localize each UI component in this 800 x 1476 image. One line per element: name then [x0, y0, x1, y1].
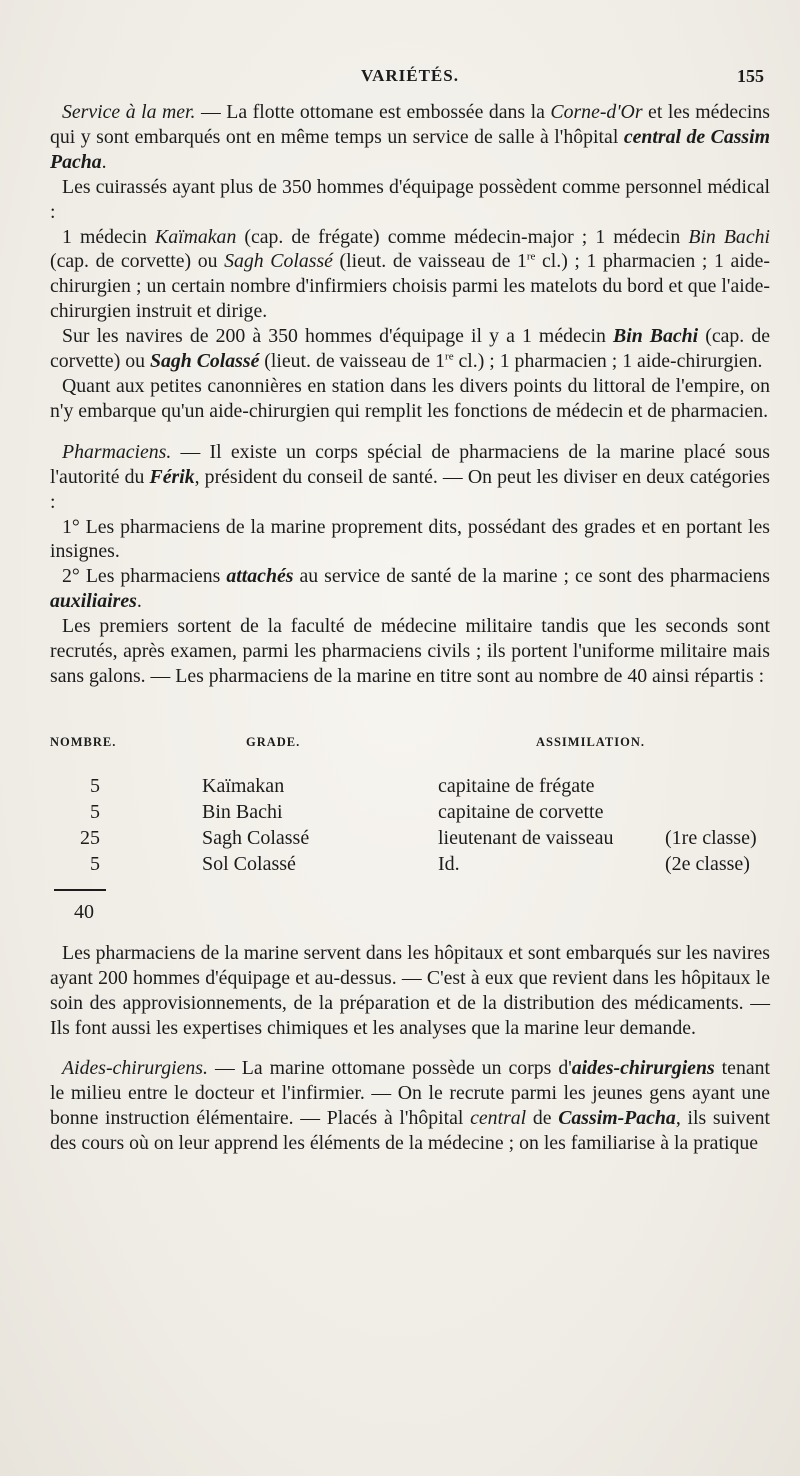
text-run: — Il existe un corps spécial de pharmaciens de la marine placé sous l'autorité du	[50, 440, 770, 488]
section-heading-aides: Aides-chirurgiens.	[62, 1057, 208, 1080]
cell-assimilation: lieutenant de vaisseau	[438, 826, 614, 849]
text-run: .	[136, 590, 142, 613]
cell-grade: Kaïmakan	[202, 774, 285, 797]
cell-grade: Bin Bachi	[202, 800, 283, 823]
text-run: (lieut. de vaisseau de 1	[259, 350, 446, 373]
rank-term: Férik	[149, 465, 195, 488]
rank-term: Bin Bachi	[613, 325, 699, 348]
paragraph-personnel-cuirasses	[50, 225, 770, 325]
text-run: 2° Les pharmaciens	[62, 565, 227, 588]
text-run: (cap. de corvette) ou	[50, 325, 770, 373]
cell-nombre: 5	[90, 800, 100, 823]
text-run: et les médecins qui y sont embarqués ont en même temps un service de salle à l'hôpital	[50, 101, 770, 148]
table-body	[50, 775, 770, 879]
paragraph-embarques: Les pharmaciens de la marine servent dans les hôpitaux et sont embarqués sur les navires ayant 200 hommes d'équipage et au-dessus. — C'est à eux que revient dans les hôpitaux le soin des approvisionnements, de la préparation et de la distribution des médicaments. — Ils font aussi les expertises chimiques et les analyses que la marine leur demande.	[50, 941, 770, 1039]
page-number: 155	[737, 66, 764, 86]
text-run: — La flotte ottomane est embossée dans la	[195, 101, 551, 123]
cell-grade: Sol Colassé	[202, 852, 296, 875]
superscript: re	[445, 350, 454, 363]
table-row	[50, 775, 770, 801]
cell-assimilation: capitaine de corvette	[438, 800, 604, 823]
hospital-name: central de Cassim Pacha	[50, 125, 770, 173]
rank-term: Sagh Colassé	[224, 250, 333, 273]
rank-term: Kaïmakan	[155, 225, 237, 248]
text-run: (cap. de corvette) ou	[50, 250, 225, 273]
emphasis: auxiliaires	[50, 590, 137, 613]
header-assimilation: ASSIMILATION.	[536, 734, 645, 749]
paragraph-premiers-seconds: Les premiers sortent de la faculté de médecine militaire tandis que les seconds sont recrutés, après examen, parmi les pharmaciens civils ; ils portent l'uniforme militaire mais sans galons. — Les pharmaciens de la marine en titre sont au nombre de 40 ainsi répartis :	[50, 615, 770, 687]
cell-nombre: 5	[90, 852, 100, 875]
header-nombre: NOMBRE.	[50, 734, 117, 749]
cell-grade: Sagh Colassé	[202, 826, 310, 849]
text-run: (cap. de frégate) comme médecin-major ; 1 médecin	[236, 225, 689, 248]
paragraph-categorie-2	[50, 564, 770, 614]
cell-assimilation: capitaine de frégate	[438, 774, 595, 797]
cell-assimilation: Id.	[438, 852, 460, 875]
section-heading-service-mer: Service à la mer.	[62, 101, 196, 123]
text-run: au service de santé de la marine ; ce sont des pharmaciens	[293, 565, 770, 588]
paragraph-categorie-1: 1° Les pharmaciens de la marine proprement dits, possédant des grades et en portant les insignes.	[50, 515, 770, 563]
emphasis: central	[470, 1107, 527, 1130]
emphasis: attachés	[226, 565, 294, 588]
paragraph-service-mer	[50, 100, 770, 175]
paragraph-canonnieres: Quant aux petites canonnières en station dans les divers points du littoral de l'empire, on n'y embarque qu'un aide-chirurgien qui remplit les fonctions de médecin et de pharmacien.	[50, 374, 770, 422]
text-run: Sur les navires de 200 à 350 hommes d'équipage il y a 1 médecin	[62, 325, 614, 348]
section-heading-pharmaciens: Pharmaciens.	[62, 440, 172, 463]
paragraph-navires-200-350	[50, 324, 770, 374]
text-run: (lieut. de vaisseau de 1	[332, 250, 527, 273]
header-grade: GRADE.	[246, 734, 301, 749]
text-run: cl.) ; 1 pharmacien ; 1 aide-chirurgien ; un certain nombre d'infirmiers choisis parmi les matelots du bord et que l'aide-chirurgien instruit et dirige.	[50, 250, 770, 323]
cell-classe: (2e classe)	[665, 852, 750, 875]
table-row	[50, 827, 770, 853]
cell-nombre: 5	[90, 774, 100, 797]
text-run: — La marine ottomane possède un corps d'	[207, 1057, 572, 1080]
text-run: de	[526, 1107, 559, 1130]
table-row	[50, 801, 770, 827]
rank-term: Sagh Colassé	[149, 350, 260, 373]
cell-classe: (1re classe)	[665, 826, 757, 849]
text-run: , ils suivent des cours où on leur apprend les éléments de la médecine ; on les familiarise à la pratique	[50, 1107, 770, 1155]
paragraph-aides-chirurgiens	[50, 1056, 770, 1156]
superscript: re	[526, 250, 536, 263]
running-head	[50, 66, 770, 100]
paragraph-cuirasses: Les cuirassés ayant plus de 350 hommes d'équipage possèdent comme personnel médical :	[50, 175, 770, 223]
text-run: 1 médecin	[62, 225, 156, 248]
cell-nombre: 25	[80, 826, 100, 849]
text-run: cl.) ; 1 pharmacien ; 1 aide-chirurgien.	[453, 350, 763, 373]
rank-term: Bin Bachi	[688, 225, 770, 248]
pharmacists-table	[50, 735, 770, 941]
running-title: VARIÉTÉS.	[361, 66, 459, 85]
emphasis: aides-chirurgiens	[571, 1057, 715, 1080]
total-rule	[54, 889, 106, 891]
paragraph-pharmaciens	[50, 440, 770, 515]
text-run: .	[101, 150, 107, 173]
hospital-name: Cassim-Pacha	[558, 1107, 676, 1130]
text-run: tenant le milieu entre le docteur et l'infirmier. — On le recrute parmi les jeunes gens ayant une bonne instruction élémentaire. — Placés à l'hôpital	[50, 1057, 770, 1130]
table-total	[50, 901, 770, 941]
place-name: Corne-d'Or	[550, 101, 643, 123]
table-header-row	[50, 735, 770, 775]
total-value: 40	[74, 900, 94, 923]
text-run: , président du conseil de santé. — On peut les diviser en deux catégories :	[50, 465, 770, 513]
table-row	[50, 853, 770, 879]
